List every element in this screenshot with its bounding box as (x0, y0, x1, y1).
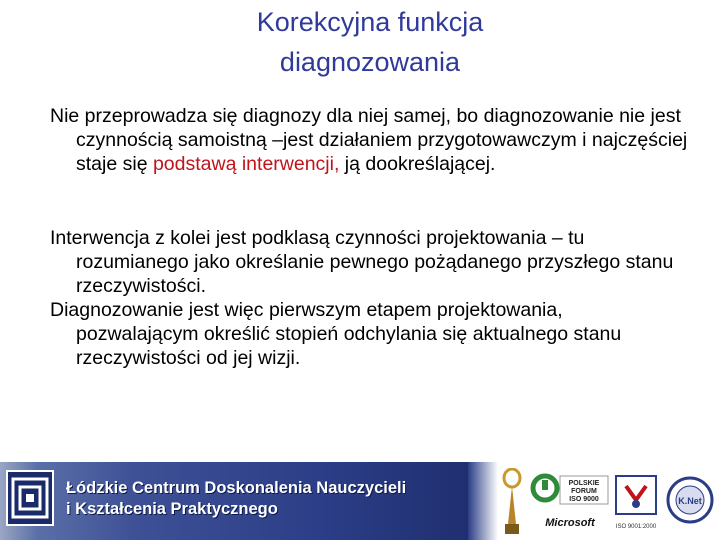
award-statuette-icon (500, 468, 524, 536)
organization-name-line1: Łódzkie Centrum Doskonalenia Nauczycieli (66, 479, 407, 497)
slide-title-line1: Korekcyjna funkcja (256, 7, 484, 37)
organization-name-line2: i Kształcenia Praktycznego (66, 500, 278, 518)
pfq-line1: POLSKIE (568, 480, 600, 487)
paragraph-2 (50, 226, 690, 370)
iso-label: ISO 9001:2000 (615, 524, 657, 530)
paragraph-2-diagnosis: Diagnozowanie jest więc pierwszym etapem projektowania, pozwalającym określić stopień odchylania się aktualnego stanu rzeczywistości od jej wizji. (50, 299, 622, 369)
footer (0, 462, 720, 540)
paragraph-1-ending: ją dookreślającej. (339, 153, 496, 175)
pfq-line2: FORUM (571, 488, 597, 495)
iso-certificate-logo-icon (612, 474, 660, 534)
polish-forum-iso-logo-icon (530, 470, 610, 536)
paragraph-1-highlight: podstawą interwencji, (152, 153, 340, 175)
slide-title (150, 2, 590, 82)
knet-text: K.Net (678, 496, 702, 506)
organization-name (66, 478, 406, 520)
ldn-logo-icon (6, 470, 54, 526)
knet-logo-icon (664, 472, 716, 532)
slide-title-line2: diagnozowania (279, 47, 461, 77)
microsoft-text: Microsoft (545, 517, 595, 529)
paragraph-1 (50, 104, 690, 176)
footer-band-fade (468, 462, 498, 540)
paragraph-2-intervention: Interwencja z kolei jest podklasą czynności projektowania – tu rozumianego jako określanie pewnego pożądanego przyszłego stanu rzeczywistości. (50, 227, 674, 297)
pfq-line3: ISO 9000 (569, 496, 599, 503)
paragraph-1-text: Nie przeprowadza się diagnozy dla niej samej, bo diagnozowanie nie jest czynnością samoistną –jest działaniem przygotowawczym i najczęściej staje się (50, 105, 688, 175)
